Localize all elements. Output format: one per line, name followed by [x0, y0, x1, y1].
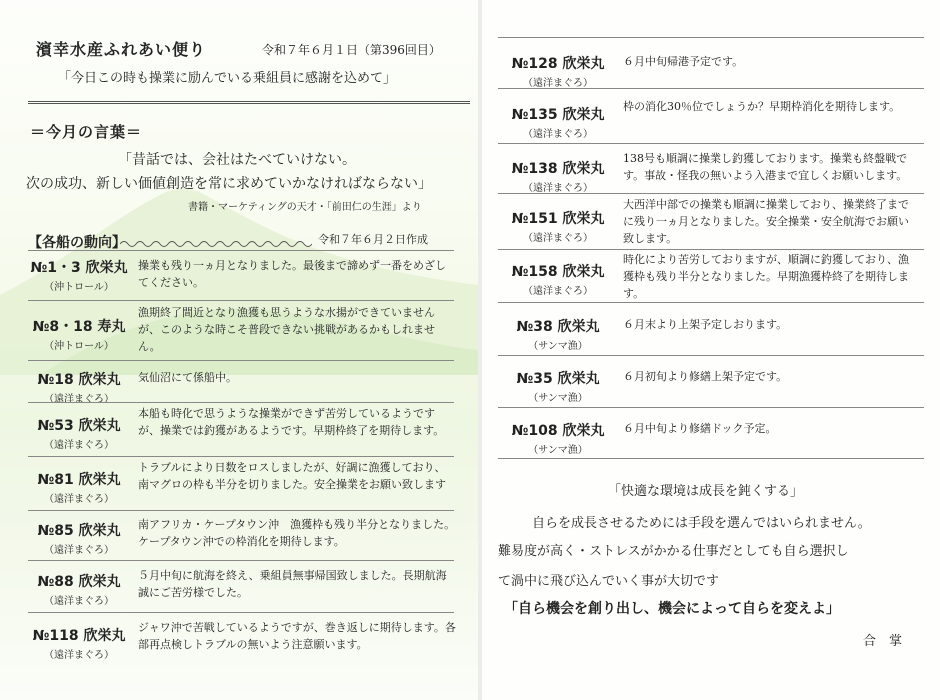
ship-name: №158 欣栄丸: [511, 264, 605, 280]
row-divider: [28, 402, 454, 403]
ship-type: （遠洋まぐろ）: [523, 183, 593, 194]
row-divider: [28, 456, 454, 457]
ship-note: 漁期終了間近となり漁獲も思うような水揚ができていませんが、このような時こそ普段できない挑戦があるかもしれません。: [138, 306, 435, 353]
ship-note: ６月中旬より修繕ドック予定。: [623, 422, 777, 435]
row-divider: [498, 249, 924, 250]
ship-note: 枠の消化30％位でしょうか？早期枠消化を期待します。: [623, 100, 901, 113]
ship-type: （遠洋まぐろ）: [44, 596, 114, 607]
ship-note: 南アフリカ・ケープタウン沖 漁獲枠も残り半分となりました。ケープタウン沖での枠消化を期待します。: [138, 518, 456, 548]
header-divider: [28, 101, 470, 104]
ship-note: 138号も順調に操業し釣獲しております。操業も終盤戦です。事故・怪我の無いよう入港まで宜しくお願いします。: [623, 152, 908, 182]
ship-name: №108 欣栄丸: [511, 423, 605, 439]
ship-type: （遠洋まぐろ）: [44, 650, 114, 661]
ship-name: №138 欣栄丸: [511, 161, 605, 177]
row-divider: [28, 360, 454, 361]
ship-type: （遠洋まぐろ）: [523, 78, 593, 89]
issue-date: 令和７年６月１日（第396回目）: [262, 43, 441, 57]
row-divider: [498, 302, 924, 303]
ship-note: 気仙沼にて係船中。: [138, 371, 237, 384]
ship-name: №135 欣栄丸: [511, 107, 605, 123]
ship-type: （サンマ漁）: [528, 445, 588, 456]
ship-note: 本船も時化で思うような操業ができず苦労しているようですが、操業では釣獲があるようです。早期枠終了を期待します。: [138, 407, 445, 437]
newsletter-title: 濱幸水産ふれあい便り: [36, 40, 207, 59]
ship-name: №151 欣栄丸: [511, 211, 605, 227]
ship-type: （遠洋まぐろ）: [44, 440, 114, 451]
row-divider: [498, 193, 924, 194]
ship-movements-date: 令和７年６月２日作成: [318, 233, 428, 246]
row-divider: [28, 612, 454, 613]
signoff: 合 掌: [863, 634, 903, 649]
quote-source: 書籍・マーケティングの天才・「前田仁の生涯」より: [188, 202, 422, 213]
ship-name: №81 欣栄丸: [37, 472, 121, 488]
ship-type: （遠洋まぐろ）: [523, 233, 593, 244]
ship-type: （遠洋まぐろ）: [44, 494, 114, 505]
row-divider: [498, 143, 924, 144]
row-divider: [498, 458, 924, 459]
row-divider: [498, 88, 924, 89]
ship-name: №38 欣栄丸: [516, 319, 600, 335]
row-divider: [28, 510, 454, 511]
ship-note: トラブルにより日数をロスしましたが、好調に漁獲しており、南マグロの枠も半分を切りました。安全操業をお願い致します: [138, 461, 446, 491]
closing-quote: 「快適な環境は成長を鈍くする」: [608, 484, 804, 499]
ship-note: ６月中旬帰港予定です。: [623, 55, 744, 68]
ship-name: №53 欣栄丸: [37, 418, 121, 434]
ship-note: 時化により苦労しておりますが、順調に釣獲しており、漁獲枠も残り半分となりました。早期漁獲枠終了を期待します。: [623, 253, 909, 300]
row-divider: [28, 250, 454, 251]
ship-type: （サンマ漁）: [528, 341, 588, 352]
ship-type: （遠洋まぐろ）: [44, 545, 114, 556]
newsletter-subtitle: 「今日この時も操業に励んでいる乗組員に感謝を込めて」: [58, 71, 397, 86]
ship-type: （サンマ漁）: [528, 393, 588, 404]
closing-line-3: て渦中に飛び込んでいく事が大切です: [498, 574, 720, 589]
ship-name: №18 欣栄丸: [37, 372, 121, 388]
ship-type: （遠洋まぐろ）: [523, 286, 593, 297]
ship-type: （遠洋まぐろ）: [44, 394, 114, 405]
row-divider: [498, 407, 924, 408]
ship-name: №85 欣栄丸: [37, 523, 121, 539]
quote-line-2: 次の成功、新しい価値創造を常に求めていかなければならない」: [26, 176, 432, 192]
row-divider: [498, 355, 924, 356]
ship-name: №35 欣栄丸: [516, 371, 600, 387]
ship-note: ６月初旬より修繕上架予定です。: [623, 370, 788, 383]
words-heading: ＝今月の言葉＝: [30, 123, 143, 141]
right-page: [482, 0, 940, 700]
row-divider: [498, 37, 924, 38]
ship-note: ジャワ沖で苦戦しているようですが、巻き返しに期待します。各部再点検しトラブルの無いよう注意願います。: [138, 621, 456, 651]
quote-line-1: 「昔話では、会社はたべていけない。: [118, 152, 356, 168]
ship-type: （沖トロール）: [44, 282, 114, 293]
ship-name: №1・3 欣栄丸: [30, 260, 128, 276]
ship-type: （遠洋まぐろ）: [523, 129, 593, 140]
row-divider: [28, 300, 454, 301]
ship-note: 操業も残り一ヵ月となりました。最後まで諦めず一番をめざしてください。: [138, 259, 446, 289]
ship-name: №88 欣栄丸: [37, 574, 121, 590]
row-divider: [28, 560, 454, 561]
wave-divider: [120, 238, 312, 250]
closing-emphasis: 「自ら機会を創り出し、機会によって自らを変えよ」: [504, 601, 840, 617]
ship-note: 大西洋中部での操業も順調に操業しており、操業終了までに残り一ヵ月となりました。安全操業・安全航海でお願い致します。: [623, 198, 909, 245]
closing-line-2: 難易度が高く・ストレスがかかる仕事だとしても自ら選択し: [498, 544, 849, 559]
closing-line-1: 自らを成長させるためには手段を選んではいられません。: [532, 516, 871, 531]
ship-type: （沖トロール）: [44, 341, 114, 352]
ship-movements-heading: 【各船の動向】: [28, 235, 126, 251]
ship-note: ５月中旬に航海を終え、乗組員無事帰国致しました。長期航海誠にご苦労様でした。: [138, 569, 447, 599]
ship-name: №8・18 寿丸: [32, 319, 126, 335]
ship-name: №118 欣栄丸: [32, 628, 126, 644]
ship-name: №128 欣栄丸: [511, 56, 605, 72]
ship-note: ６月末より上架予定しおります。: [623, 318, 788, 331]
